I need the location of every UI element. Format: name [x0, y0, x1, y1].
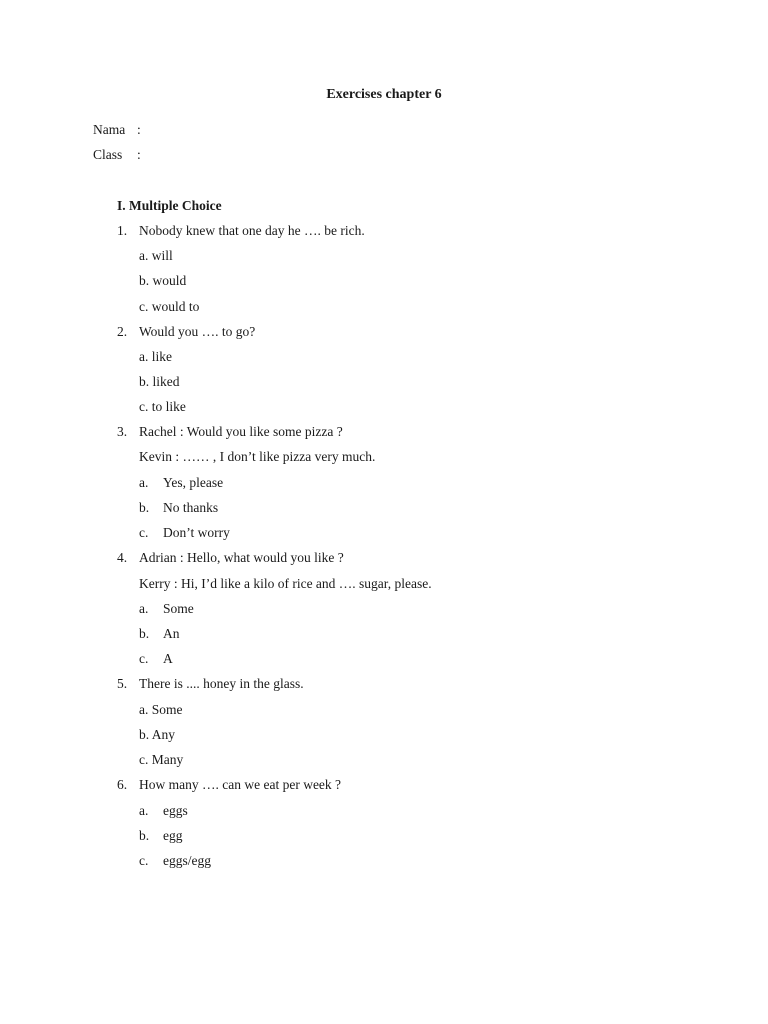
question-text: Adrian : Hello, what would you like ? [139, 550, 344, 565]
option-text: c. would to [139, 299, 200, 314]
class-field-row [93, 147, 141, 163]
option-text: Yes, please [163, 475, 224, 490]
option-text: b. Any [139, 727, 176, 742]
question-text: Would you …. to go? [139, 324, 256, 339]
option-text: eggs [163, 803, 188, 818]
section-heading: I. Multiple Choice [117, 198, 222, 213]
option-letter: a. [139, 601, 149, 616]
question-text: Nobody knew that one day he …. be rich. [139, 223, 365, 238]
option-text: a. Some [139, 702, 183, 717]
name-field-separator: : [137, 122, 141, 137]
option-letter: a. [139, 475, 149, 490]
option-text: a. like [139, 349, 172, 364]
option-text: egg [163, 828, 183, 843]
option-letter: a. [139, 803, 149, 818]
dialogue-line: Kerry : Hi, I’d like a kilo of rice and …. sugar, please. [139, 576, 432, 591]
option-text: Some [163, 601, 194, 616]
question-text: Rachel : Would you like some pizza ? [139, 424, 343, 439]
option-letter: b. [139, 828, 150, 843]
class-field-separator: : [137, 147, 141, 162]
class-field-label: Class [93, 147, 123, 162]
question-number: 4. [117, 550, 128, 565]
option-letter: c. [139, 651, 149, 666]
page-title: Exercises chapter 6 [326, 87, 442, 102]
question-text: There is .... honey in the glass. [139, 676, 304, 691]
question-number: 5. [117, 676, 128, 691]
option-letter: b. [139, 500, 150, 515]
option-letter: c. [139, 525, 149, 540]
option-text: Don’t worry [163, 525, 230, 540]
option-text: c. to like [139, 399, 186, 414]
option-text: a. will [139, 248, 173, 263]
question-number: 3. [117, 424, 128, 439]
question-number: 6. [117, 777, 128, 792]
question-number: 1. [117, 223, 128, 238]
name-field-label: Nama [93, 122, 126, 137]
option-letter: b. [139, 626, 150, 641]
option-text: b. liked [139, 374, 180, 389]
question-number: 2. [117, 324, 128, 339]
option-letter: c. [139, 853, 149, 868]
option-text: A [163, 651, 173, 666]
option-text: No thanks [163, 500, 219, 515]
name-field-row [93, 122, 141, 138]
dialogue-line: Kevin : …… , I don’t like pizza very much. [139, 449, 376, 464]
question-text: How many …. can we eat per week ? [139, 777, 342, 792]
option-text: eggs/egg [163, 853, 211, 868]
option-text: c. Many [139, 752, 184, 767]
option-text: An [163, 626, 180, 641]
option-text: b. would [139, 273, 187, 288]
